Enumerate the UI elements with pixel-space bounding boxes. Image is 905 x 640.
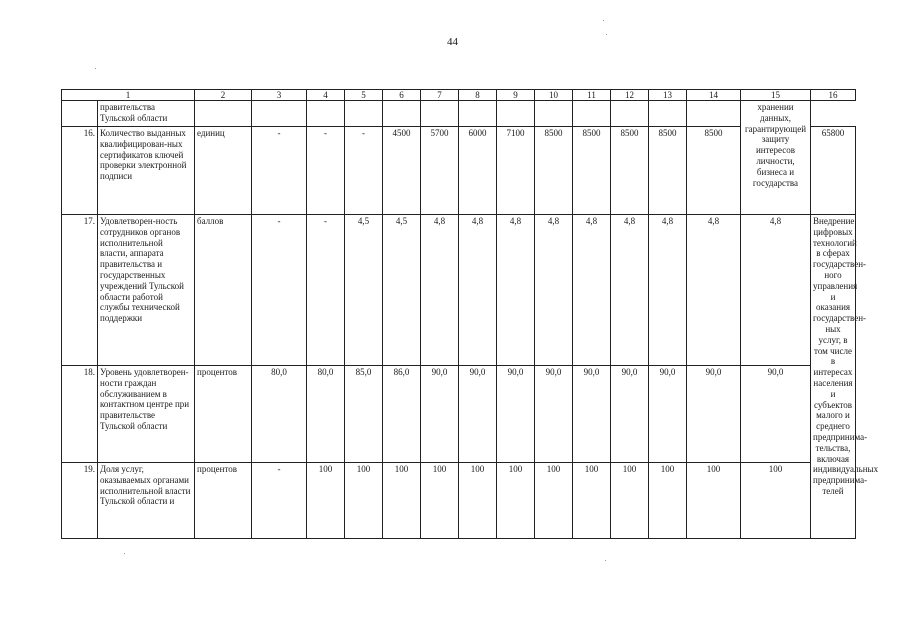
header-cell: 10 [535, 90, 573, 101]
table-row [62, 366, 856, 463]
value-cell: 90,0 [649, 366, 687, 463]
value-cell: 90,0 [535, 366, 573, 463]
scan-speck [124, 553, 125, 554]
empty-cell [535, 101, 573, 127]
value-cell: 90,0 [611, 366, 649, 463]
value-cell: 86,0 [383, 366, 421, 463]
header-cell: 13 [649, 90, 687, 101]
empty-cell [687, 101, 741, 127]
value-cell: - [307, 215, 345, 366]
value-cell: 4,8 [459, 215, 497, 366]
value-cell: - [252, 127, 307, 215]
value-cell: - [307, 127, 345, 215]
scan-speck [605, 560, 606, 561]
table-row [62, 215, 856, 366]
value-cell: 4,8 [497, 215, 535, 366]
value-cell: 4,8 [573, 215, 611, 366]
empty-cell [611, 101, 649, 127]
value-cell: 90,0 [497, 366, 535, 463]
value-cell: 6000 [459, 127, 497, 215]
value-cell: 4,8 [687, 215, 741, 366]
value-cell: 8500 [687, 127, 741, 215]
note-cell: хранении данных, гарантирующей защиту интересов личности, бизнеса и государства [741, 101, 811, 215]
value-cell: 100 [611, 463, 649, 539]
value-cell: 4,8 [611, 215, 649, 366]
header-cell: 7 [421, 90, 459, 101]
header-cell: 5 [345, 90, 383, 101]
row-number: 19. [62, 463, 98, 539]
value-cell: 100 [345, 463, 383, 539]
empty-cell [252, 101, 307, 127]
value-cell: 100 [307, 463, 345, 539]
value-cell: 4,8 [535, 215, 573, 366]
scan-speck [95, 68, 96, 69]
value-cell: 90,0 [687, 366, 741, 463]
header-cell: 12 [611, 90, 649, 101]
value-cell: 100 [459, 463, 497, 539]
value-cell: 4,8 [741, 215, 811, 366]
header-cell: 2 [195, 90, 252, 101]
header-cell: 11 [573, 90, 611, 101]
value-cell: 4,8 [421, 215, 459, 366]
value-cell: 65800 [811, 127, 856, 215]
header-cell: 3 [252, 90, 307, 101]
empty-cell [195, 101, 252, 127]
empty-cell [497, 101, 535, 127]
empty-cell [345, 101, 383, 127]
indicators-table [61, 89, 879, 539]
empty-cell [307, 101, 345, 127]
value-cell: 8500 [535, 127, 573, 215]
empty-cell [421, 101, 459, 127]
header-cell: 8 [459, 90, 497, 101]
unit-cell: баллов [195, 215, 252, 366]
indicator-name: правительства Тульской области [98, 101, 195, 127]
value-cell: 80,0 [252, 366, 307, 463]
header-cell: 4 [307, 90, 345, 101]
value-cell: 4,8 [649, 215, 687, 366]
value-cell: - [252, 215, 307, 366]
header-cell: 16 [811, 90, 856, 101]
unit-cell: процентов [195, 366, 252, 463]
value-cell: - [252, 463, 307, 539]
value-cell: 85,0 [345, 366, 383, 463]
value-cell: 90,0 [421, 366, 459, 463]
header-row [62, 90, 856, 101]
indicator-name: Доля услуг, оказываемых органами исполнительной власти Тульской области и [98, 463, 195, 539]
row-number: 16. [62, 127, 98, 215]
value-cell: 80,0 [307, 366, 345, 463]
empty-cell [573, 101, 611, 127]
empty-cell [649, 101, 687, 127]
value-cell: 4500 [383, 127, 421, 215]
value-cell: 100 [497, 463, 535, 539]
indicator-name: Количество выданных квалифицирован-ных сертификатов ключей проверки электронной подписи [98, 127, 195, 215]
value-cell: 90,0 [573, 366, 611, 463]
page-number: 44 [447, 36, 458, 48]
value-cell: 7100 [497, 127, 535, 215]
value-cell: 100 [573, 463, 611, 539]
value-cell: 100 [535, 463, 573, 539]
scan-speck [603, 20, 604, 21]
header-cell: 6 [383, 90, 421, 101]
value-cell: 8500 [611, 127, 649, 215]
indicator-name: Уровень удовлетворен-ности граждан обслуживанием в контактном центре при правительстве Тульской области [98, 366, 195, 463]
unit-cell: единиц [195, 127, 252, 215]
empty-cell [383, 101, 421, 127]
value-cell: 90,0 [741, 366, 811, 463]
value-cell: 8500 [649, 127, 687, 215]
table-row [62, 127, 856, 215]
header-cell: 15 [741, 90, 811, 101]
table-row [62, 463, 856, 539]
unit-cell: процентов [195, 463, 252, 539]
note-cell: Внедрение цифровых технологий в сферах государствен-ного управления и оказания государствен-ных услуг, в том числе в интересах населения и субъектов малого и среднего предпринима-тельства, включая индивидуальных предпринима-телей [811, 215, 856, 539]
scan-speck [606, 34, 607, 35]
indicator-name: Удовлетворен-ность сотрудников органов исполнительной власти, аппарата правительства и государственных учреждений Тульской области работой службы технической поддержки [98, 215, 195, 366]
empty-cell [62, 101, 98, 127]
row-number: 17. [62, 215, 98, 366]
value-cell: 100 [741, 463, 811, 539]
table-row [62, 101, 856, 127]
value-cell: 100 [421, 463, 459, 539]
empty-cell [459, 101, 497, 127]
value-cell: 4,5 [383, 215, 421, 366]
header-cell: 9 [497, 90, 535, 101]
header-cell: 1 [62, 90, 195, 101]
value-cell: 100 [649, 463, 687, 539]
value-cell: 8500 [573, 127, 611, 215]
value-cell: 4,5 [345, 215, 383, 366]
value-cell: - [345, 127, 383, 215]
row-number: 18. [62, 366, 98, 463]
value-cell: 90,0 [459, 366, 497, 463]
value-cell: 100 [687, 463, 741, 539]
header-cell: 14 [687, 90, 741, 101]
value-cell: 5700 [421, 127, 459, 215]
value-cell: 100 [383, 463, 421, 539]
